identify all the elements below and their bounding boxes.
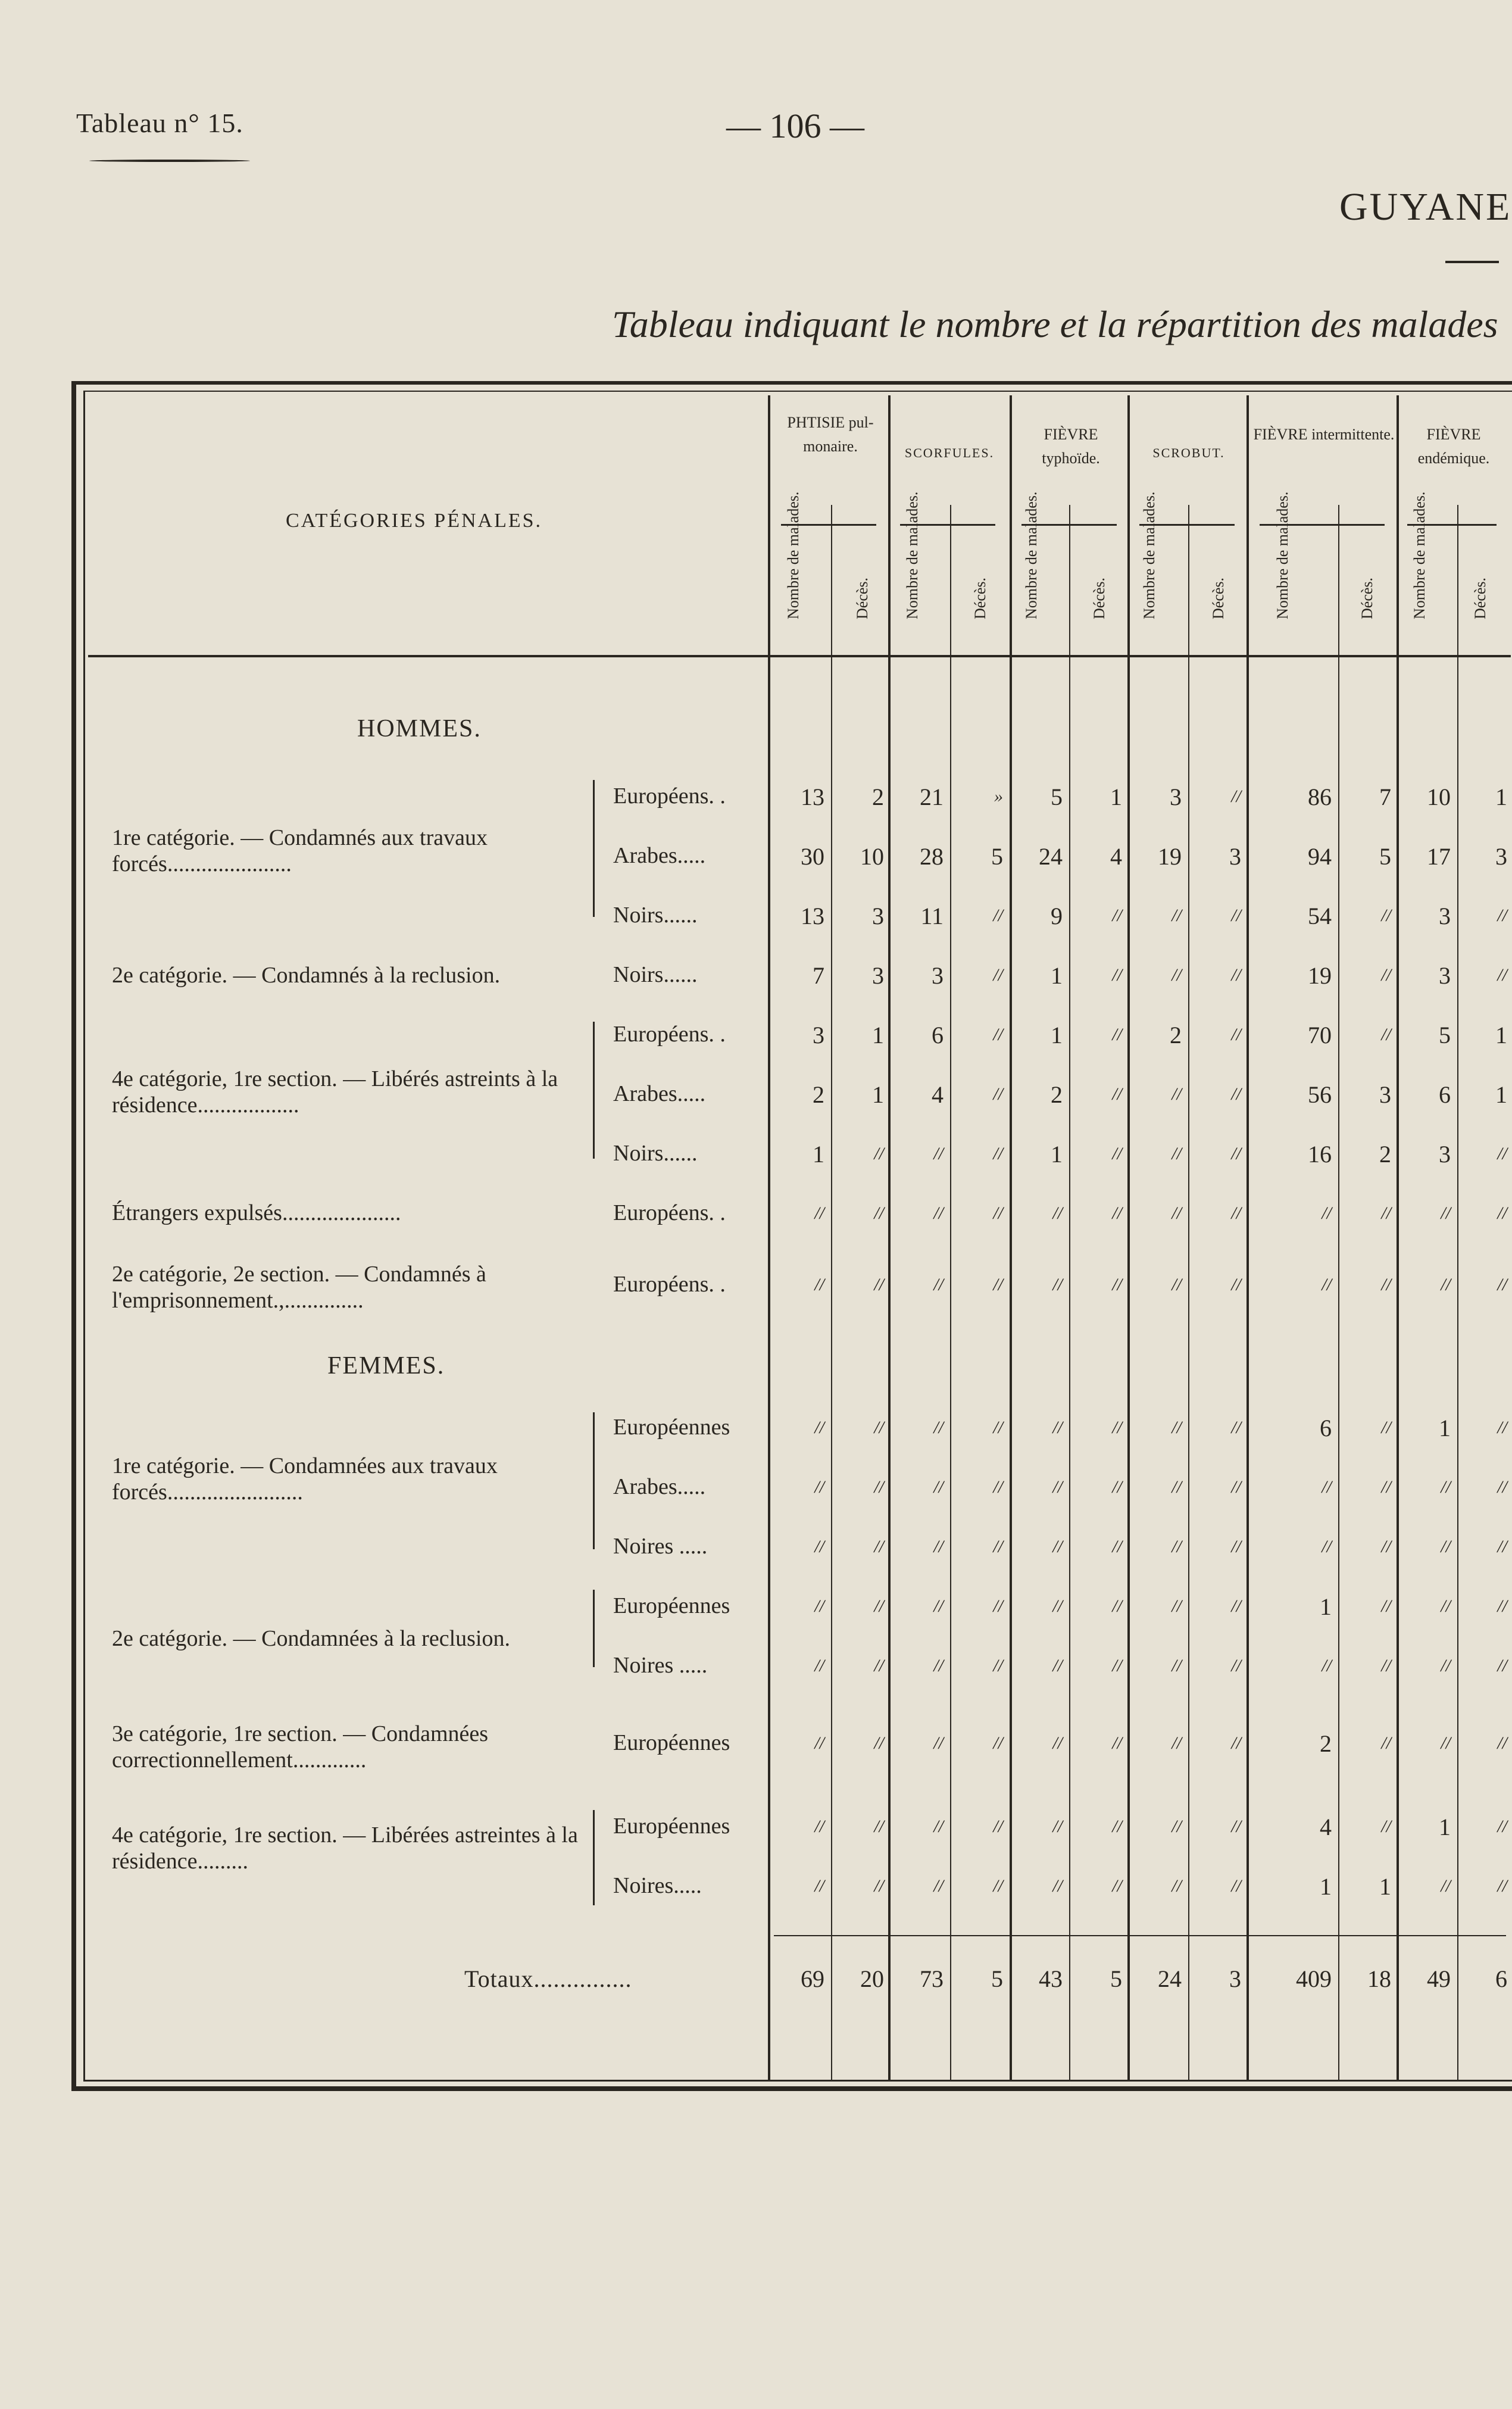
table-cell: // <box>1231 1656 1241 1675</box>
table-cell: 3 <box>1229 843 1241 870</box>
table-cell: 21 <box>920 784 944 810</box>
total-cell: 20 <box>860 1965 884 1992</box>
table-cell: // <box>1497 1203 1507 1223</box>
table-cell: // <box>1231 1144 1241 1163</box>
table-cell: // <box>933 1537 944 1556</box>
row-sublabel: Noirs...... <box>613 1141 698 1166</box>
table-cell: // <box>814 1203 824 1223</box>
table-cell: 13 <box>801 784 824 810</box>
col-group-scrobut: SCROBUT. <box>1152 445 1225 460</box>
table-cell: // <box>1112 1876 1122 1896</box>
table-cell: 3 <box>813 1022 824 1049</box>
table-cell: // <box>1112 906 1122 925</box>
header-rule <box>88 655 1511 657</box>
table-cell: 10 <box>860 843 884 870</box>
table-cell: // <box>993 1477 1003 1497</box>
table-cell: // <box>1172 1817 1182 1836</box>
subheader-count: Nombre de malades. <box>785 491 802 619</box>
subheader-deaths: Décès. <box>971 577 989 619</box>
subheader-deaths: Décès. <box>1472 577 1489 619</box>
table-cell: // <box>1172 906 1182 925</box>
table-cell: 16 <box>1308 1141 1332 1168</box>
table-cell: 5 <box>991 843 1003 870</box>
table-cell: // <box>1112 1817 1122 1836</box>
table-cell: // <box>993 1537 1003 1556</box>
table-cell: 1 <box>1051 1022 1063 1049</box>
table-cell: // <box>1231 1477 1241 1497</box>
table-cell: // <box>1322 1275 1332 1294</box>
table-cell: // <box>1322 1477 1332 1497</box>
table-cell: // <box>1112 1596 1122 1616</box>
table-cell: // <box>1112 1537 1122 1556</box>
table-cell: 19 <box>1308 962 1332 989</box>
table-cell: 9 <box>1051 903 1063 929</box>
table-cell: // <box>874 1537 884 1556</box>
table-cell: // <box>1052 1733 1063 1753</box>
table-cell: // <box>1497 1537 1507 1556</box>
table-cell: 7 <box>813 962 824 989</box>
table-cell: // <box>1441 1203 1451 1223</box>
table-cell: // <box>1172 1275 1182 1294</box>
table-cell: 1 <box>1439 1415 1451 1441</box>
total-cell: 18 <box>1367 1965 1391 1992</box>
row-sublabel: Arabes..... <box>613 1474 706 1499</box>
table-cell: 1 <box>1495 784 1507 810</box>
table-cell: // <box>1381 1275 1391 1294</box>
table-cell: // <box>874 1203 884 1223</box>
table-cell: // <box>993 1656 1003 1675</box>
table-cell: // <box>1441 1537 1451 1556</box>
table-cell: // <box>933 1596 944 1616</box>
table-cell: // <box>1497 1275 1507 1294</box>
row-sublabel: Arabes..... <box>613 843 706 868</box>
categories-header: CATÉGORIES PÉNALES. <box>286 510 543 532</box>
brace <box>593 1022 595 1159</box>
category-label: 2e catégorie. — Condamnées à la reclusion. <box>112 1626 510 1651</box>
row-sublabel: Européens. . <box>613 784 726 809</box>
table-cell: 2 <box>1170 1022 1182 1049</box>
col-group-fievre-typhoide: FIÈVRE typhoïde. <box>1042 426 1100 467</box>
table-cell: // <box>1172 1084 1182 1104</box>
table-cell: 1 <box>1051 962 1063 989</box>
table-cell: 3 <box>1170 784 1182 810</box>
totals-label: Totaux............... <box>464 1965 632 1992</box>
table-cell: // <box>1381 1537 1391 1556</box>
table-cell: // <box>1052 1203 1063 1223</box>
subheader-deaths: Décès. <box>854 577 871 619</box>
table-cell: // <box>933 1275 944 1294</box>
row-sublabel: Européennes <box>613 1814 730 1839</box>
table-cell: 1 <box>1379 1873 1391 1900</box>
table-cell: // <box>1052 1817 1063 1836</box>
table-cell: 5 <box>1379 843 1391 870</box>
table-cell: // <box>814 1817 824 1836</box>
table-cell: 1 <box>872 1081 884 1108</box>
table-cell: 2 <box>872 784 884 810</box>
table-cell: 1 <box>1320 1593 1332 1620</box>
table-cell: // <box>1441 1656 1451 1675</box>
table-cell: // <box>1172 1537 1182 1556</box>
table-cell: // <box>814 1876 824 1896</box>
table-cell: // <box>993 1817 1003 1836</box>
table-cell: 6 <box>1320 1415 1332 1441</box>
row-sublabel: Noires ..... <box>613 1653 708 1678</box>
table-cell: // <box>1231 1876 1241 1896</box>
table-cell: 3 <box>1495 843 1507 870</box>
category-label: 3e catégorie, 1re section. — Condamnées correctionnellement............. <box>112 1721 489 1773</box>
table-cell: // <box>1381 1733 1391 1753</box>
table-cell: // <box>1172 1477 1182 1497</box>
table-cell: // <box>1231 787 1241 806</box>
table-cell: // <box>1441 1275 1451 1294</box>
subheader-deaths: Décès. <box>1091 577 1108 619</box>
table-cell: 54 <box>1308 903 1332 929</box>
table-cell: // <box>874 1596 884 1616</box>
brace <box>593 780 595 917</box>
table-cell: // <box>1381 1418 1391 1437</box>
table-cell: 3 <box>1439 903 1451 929</box>
table-cell: » <box>994 787 1003 806</box>
table-cell: // <box>933 1203 944 1223</box>
col-group-fievre-intermittente: FIÈVRE intermittente. <box>1253 426 1395 443</box>
table-cell: 2 <box>1320 1730 1332 1757</box>
column-divider <box>1247 395 1249 2082</box>
col-group-fievre-endemique: FIÈVRE endémique. <box>1417 426 1490 467</box>
table-cell: // <box>814 1477 824 1497</box>
row-sublabel: Arabes..... <box>613 1081 706 1106</box>
subheader-count: Nombre de malades. <box>1023 491 1040 619</box>
table-cell: 13 <box>801 903 824 929</box>
brace <box>593 1412 595 1549</box>
table-cell: // <box>1172 1596 1182 1616</box>
table-cell: // <box>1112 1203 1122 1223</box>
table-cell: // <box>1231 1817 1241 1836</box>
table-cell: 4 <box>1320 1814 1332 1840</box>
subheader-count: Nombre de malades. <box>1141 491 1158 619</box>
table-cell: 6 <box>932 1022 944 1049</box>
table-cell: // <box>1112 1275 1122 1294</box>
table-cell: // <box>1497 1656 1507 1675</box>
table-cell: // <box>1322 1537 1332 1556</box>
table-cell: // <box>814 1537 824 1556</box>
table-cell: // <box>1381 1656 1391 1675</box>
table-cell: // <box>874 1733 884 1753</box>
table-cell: // <box>1112 1477 1122 1497</box>
table-cell: // <box>1172 1203 1182 1223</box>
subheader-count: Nombre de malades. <box>1411 491 1428 619</box>
table-cell: // <box>1497 965 1507 985</box>
table-cell: // <box>933 1656 944 1675</box>
table-cell: // <box>874 1418 884 1437</box>
row-sublabel: Noires ..... <box>613 1534 708 1559</box>
table-cell: // <box>1441 1596 1451 1616</box>
table-cell: 28 <box>920 843 944 870</box>
table-cell: // <box>1231 1084 1241 1104</box>
table-cell: // <box>874 1144 884 1163</box>
row-sublabel: Européennes <box>613 1730 730 1755</box>
category-label: 1re catégorie. — Condamnées aux travaux forcés........................ <box>112 1453 498 1505</box>
table-cell: // <box>1231 1025 1241 1044</box>
category-label: 2e catégorie. — Condamnés à la reclusion. <box>112 963 501 988</box>
row-sublabel: Noirs...... <box>613 903 698 928</box>
table-cell: // <box>1052 1477 1063 1497</box>
table-cell: // <box>1497 1418 1507 1437</box>
table-cell: // <box>1231 1203 1241 1223</box>
table-cell: // <box>1441 1477 1451 1497</box>
table-heading: Tableau indiquant le nombre et la répartition des malades <box>612 303 1498 345</box>
row-sublabel: Européennes <box>613 1593 730 1618</box>
row-sublabel: Européens. . <box>613 1200 726 1225</box>
col-group-phtisie: PHTISIE pul- monaire. <box>787 414 874 455</box>
table-cell: // <box>1231 965 1241 985</box>
table-cell: // <box>1172 1418 1182 1437</box>
table-cell: // <box>874 1817 884 1836</box>
row-sublabel: Noires..... <box>613 1873 702 1898</box>
table-cell: 5 <box>1439 1022 1451 1049</box>
total-cell: 69 <box>801 1965 824 1992</box>
col-group-scorfules: SCORFULES. <box>904 445 995 460</box>
table-cell: // <box>993 1203 1003 1223</box>
table-cell: 1 <box>1051 1141 1063 1168</box>
table-cell: // <box>1172 1144 1182 1163</box>
table-cell: // <box>1231 1537 1241 1556</box>
table-cell: // <box>814 1418 824 1437</box>
table-cell: // <box>1052 1596 1063 1616</box>
table-cell: 4 <box>1110 843 1122 870</box>
subheader-deaths: Décès. <box>1358 577 1376 619</box>
table-cell: 5 <box>1051 784 1063 810</box>
table-cell: // <box>1172 965 1182 985</box>
table-cell: 1 <box>1320 1873 1332 1900</box>
table-cell: 1 <box>813 1141 824 1168</box>
table-cell: // <box>874 1477 884 1497</box>
table-cell: 17 <box>1427 843 1451 870</box>
totals-rule <box>774 1935 1506 1936</box>
table-cell: 7 <box>1379 784 1391 810</box>
row-sublabel: Européens. . <box>613 1022 726 1047</box>
table-cell: 3 <box>932 962 944 989</box>
table-cell: // <box>1497 1596 1507 1616</box>
category-label: 1re catégorie. — Condamnés aux travaux forcés...................... <box>112 825 488 876</box>
subheader-count: Nombre de malades. <box>904 491 921 619</box>
table-cell: 1 <box>1495 1022 1507 1049</box>
category-label: 4e catégorie, 1re section. — Libérées astreintes à la résidence......... <box>112 1823 578 1874</box>
brace <box>593 1590 595 1667</box>
table-cell: // <box>1497 1876 1507 1896</box>
subheader-deaths: Décès. <box>1210 577 1227 619</box>
table-cell: // <box>1497 1817 1507 1836</box>
table-cell: // <box>1172 1733 1182 1753</box>
table-cell: // <box>1052 1537 1063 1556</box>
table-cell: // <box>1441 1876 1451 1896</box>
section-femmes: FEMMES. <box>327 1352 445 1380</box>
table-cell: // <box>1052 1876 1063 1896</box>
subheader-count: Nombre de malades. <box>1274 491 1291 619</box>
table-cell: 4 <box>932 1081 944 1108</box>
total-cell: 49 <box>1427 1965 1451 1992</box>
table-cell: 86 <box>1308 784 1332 810</box>
table-cell: // <box>874 1275 884 1294</box>
table-cell: // <box>993 1275 1003 1294</box>
total-cell: 5 <box>991 1965 1003 1992</box>
table-cell: // <box>1381 1817 1391 1836</box>
table-cell: // <box>1381 1596 1391 1616</box>
table-cell: // <box>993 1084 1003 1104</box>
total-cell: 24 <box>1158 1965 1182 1992</box>
table-cell: // <box>874 1656 884 1675</box>
category-label: Étrangers expulsés..................... <box>112 1200 401 1225</box>
table-cell: // <box>993 1596 1003 1616</box>
table-cell: 70 <box>1308 1022 1332 1049</box>
table-cell: 3 <box>872 962 884 989</box>
total-cell: 43 <box>1039 1965 1063 1992</box>
table-cell: // <box>993 906 1003 925</box>
section-hommes: HOMMES. <box>357 715 482 742</box>
table-cell: 1 <box>1439 1814 1451 1840</box>
table-cell: 2 <box>1379 1141 1391 1168</box>
table-cell: // <box>1381 965 1391 985</box>
table-cell: 11 <box>920 903 944 929</box>
table-cell: // <box>993 965 1003 985</box>
table-cell: // <box>933 1418 944 1437</box>
table-cell: // <box>1112 1733 1122 1753</box>
row-sublabel: Européens. . <box>613 1272 726 1297</box>
table-cell: // <box>1172 1656 1182 1675</box>
table-cell: // <box>933 1876 944 1896</box>
total-cell: 73 <box>920 1965 944 1992</box>
table-cell: // <box>1497 1477 1507 1497</box>
table-cell: // <box>1112 1144 1122 1163</box>
table-cell: 30 <box>801 843 824 870</box>
table-cell: 1 <box>1495 1081 1507 1108</box>
column-divider <box>768 395 770 2082</box>
table-cell: 2 <box>1051 1081 1063 1108</box>
table-cell: // <box>1497 1733 1507 1753</box>
decorative-rule <box>89 160 250 162</box>
table-cell: 6 <box>1439 1081 1451 1108</box>
table-cell: // <box>1322 1203 1332 1223</box>
table-cell: 3 <box>872 903 884 929</box>
table-cell: // <box>1381 906 1391 925</box>
page-number: — 106 — <box>726 107 864 145</box>
table-cell: 3 <box>1439 1141 1451 1168</box>
category-label: 4e catégorie, 1re section. — Libérés astreints à la résidence.................. <box>112 1066 558 1118</box>
table-cell: // <box>1231 1418 1241 1437</box>
table-cell: // <box>814 1596 824 1616</box>
table-cell: // <box>1381 1025 1391 1044</box>
table-cell: // <box>1112 965 1122 985</box>
region-title: GUYANE <box>1339 185 1512 229</box>
table-cell: 56 <box>1308 1081 1332 1108</box>
table-cell: // <box>1231 1596 1241 1616</box>
row-sublabel: Noirs...... <box>613 962 698 987</box>
table-cell: 1 <box>1110 784 1122 810</box>
table-cell: 10 <box>1427 784 1451 810</box>
table-cell: // <box>814 1656 824 1675</box>
table-cell: // <box>1322 1656 1332 1675</box>
table-cell: // <box>1052 1275 1063 1294</box>
total-cell: 5 <box>1110 1965 1122 1992</box>
total-cell: 409 <box>1296 1965 1332 1992</box>
table-cell: // <box>1231 1733 1241 1753</box>
total-cell: 3 <box>1229 1965 1241 1992</box>
table-cell: // <box>993 1025 1003 1044</box>
table-cell: // <box>993 1876 1003 1896</box>
table-cell: // <box>1231 1275 1241 1294</box>
table-cell: // <box>933 1144 944 1163</box>
category-label: 2e catégorie, 2e section. — Condamnés à l'emprisonnement.,.............. <box>112 1262 486 1313</box>
table-cell: 2 <box>813 1081 824 1108</box>
total-cell: 6 <box>1495 1965 1507 1992</box>
table-number: Tableau n° 15. <box>76 108 243 138</box>
table-cell: // <box>874 1876 884 1896</box>
table-cell: // <box>933 1733 944 1753</box>
table-cell: // <box>1381 1203 1391 1223</box>
table-cell: // <box>1172 1876 1182 1896</box>
decorative-rule <box>1445 261 1499 263</box>
table-cell: // <box>1052 1418 1063 1437</box>
table-cell: // <box>993 1144 1003 1163</box>
table-cell: // <box>1231 906 1241 925</box>
table-cell: // <box>1497 906 1507 925</box>
table-cell: 3 <box>1379 1081 1391 1108</box>
table-cell: // <box>1441 1733 1451 1753</box>
table-cell: 24 <box>1039 843 1063 870</box>
table-cell: // <box>1112 1025 1122 1044</box>
row-sublabel: Européennes <box>613 1415 730 1440</box>
table-cell: // <box>814 1733 824 1753</box>
table-cell: // <box>1497 1144 1507 1163</box>
table-cell: // <box>933 1817 944 1836</box>
table-cell: // <box>1112 1418 1122 1437</box>
table-cell: // <box>1112 1084 1122 1104</box>
table-cell: 1 <box>872 1022 884 1049</box>
table-cell: // <box>1052 1656 1063 1675</box>
table-cell: 3 <box>1439 962 1451 989</box>
table-cell: // <box>993 1418 1003 1437</box>
table-cell: // <box>933 1477 944 1497</box>
table-cell: // <box>814 1275 824 1294</box>
table-cell: // <box>1381 1477 1391 1497</box>
brace <box>593 1810 595 1905</box>
table-cell: // <box>993 1733 1003 1753</box>
table-cell: 94 <box>1308 843 1332 870</box>
table-cell: // <box>1112 1656 1122 1675</box>
table-cell: 19 <box>1158 843 1182 870</box>
